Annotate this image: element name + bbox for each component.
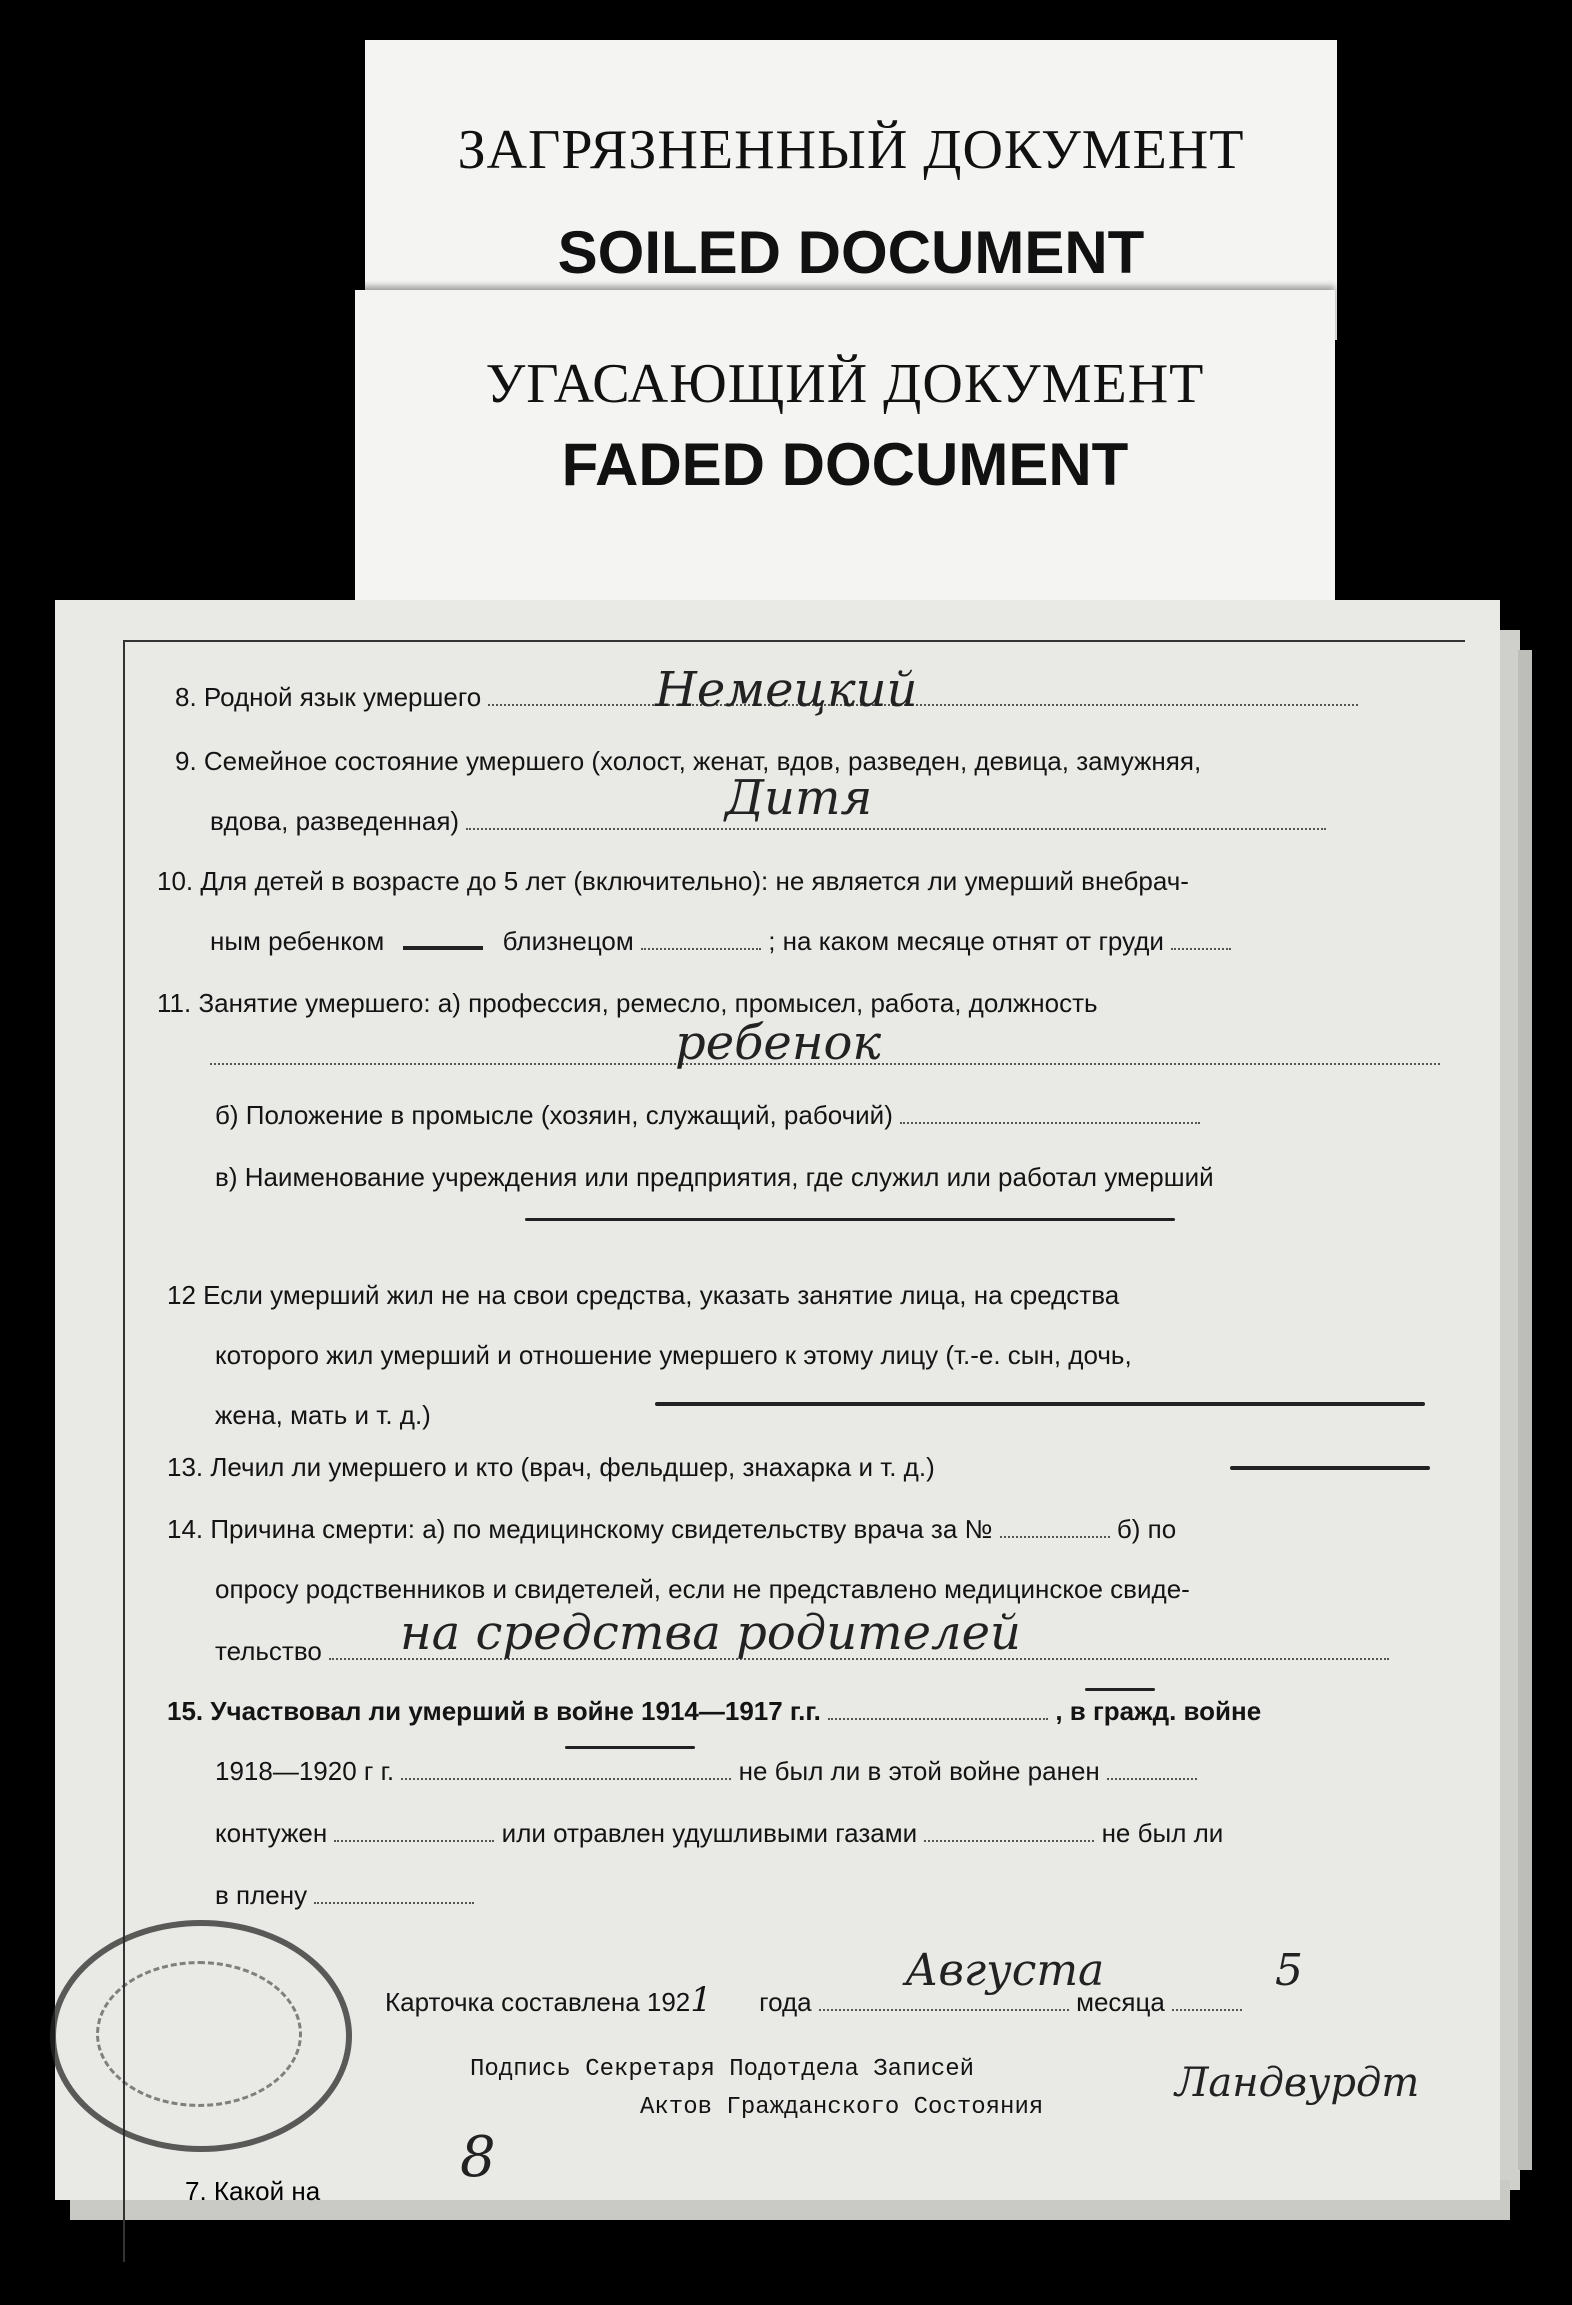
q15-ww1-field (828, 1717, 1048, 1720)
q14-row (167, 1514, 1176, 1545)
q10-weaned-field (1171, 947, 1231, 950)
q15-ww1-dash (1085, 1688, 1155, 1691)
q15-label2b: не был ли в этой войне ранен (738, 1756, 1100, 1786)
q15-label2a: 1918—1920 г г. (215, 1756, 395, 1786)
signature-line1: Подпись Секретаря Подотдела Записей (470, 2056, 975, 2083)
q9-answer: Дитя (725, 770, 873, 826)
q15-captive-field (314, 1901, 474, 1904)
q12-row3 (215, 1400, 431, 1431)
q15-label-b: , в гражд. войне (1055, 1696, 1262, 1726)
q15-wounded-field (1107, 1777, 1197, 1780)
q11b-row (215, 1100, 1200, 1131)
q13-label: 13. Лечил ли умершего и кто (врач, фельдшер, знахарка и т. д.) (167, 1452, 935, 1482)
q12-label3: жена, мать и т. д.) (215, 1400, 431, 1430)
q8-answer: Немецкий (655, 662, 918, 718)
q14-label-b: б) по (1116, 1514, 1177, 1544)
faded-label-en: FADED DOCUMENT (561, 431, 1129, 498)
composed-row (385, 1980, 1242, 2020)
composed-label-c: месяца (1076, 1987, 1165, 2017)
q10-label2a: ным ребенком (210, 926, 385, 956)
q15-civil-war-dash (565, 1746, 695, 1749)
q15-label: 15. Участвовал ли умерший в войне 1914—1917 г.г. (167, 1696, 821, 1726)
q15-row3 (215, 1818, 1223, 1849)
q10-row (157, 866, 1189, 897)
q15-row4 (215, 1880, 474, 1911)
q7-label: 7. Какой на (185, 2176, 321, 2206)
q10-row2 (210, 926, 1231, 957)
soiled-label-en: SOILED DOCUMENT (557, 219, 1145, 286)
faded-document-label (355, 290, 1335, 620)
q8-label: 8. Родной язык умершего (175, 682, 482, 712)
q14-number-field (1000, 1535, 1110, 1538)
q15-label4: в плену (215, 1880, 308, 1910)
q15-contused-field (334, 1839, 494, 1842)
composed-month-field (819, 2008, 1069, 2011)
q14-label3: тельство (215, 1636, 322, 1666)
secretary-signature: Ландвурдт (1175, 2060, 1420, 2106)
q10-label2b: близнецом (502, 926, 634, 956)
composed-label-b: года (759, 1987, 812, 2017)
q15-gassed-field (924, 1839, 1094, 1842)
composed-year-digit: 1 (690, 1980, 712, 2020)
signature-line2: Актов Гражданского Состояния (640, 2094, 1044, 2121)
q11-answer: ребенок (675, 1015, 882, 1071)
q12-label2: которого жил умерший и отношение умершего к этому лицу (т.-е. сын, дочь, (215, 1340, 1132, 1370)
q14-label: 14. Причина смерти: а) по медицинскому свидетельству врача за № (167, 1514, 993, 1544)
q12-row (167, 1280, 1119, 1311)
paper-edge (1518, 650, 1532, 2170)
q10-label: 10. Для детей в возрасте до 5 лет (включительно): не является ли умерший внебрач- (157, 866, 1189, 896)
q7-answer: 8 (460, 2125, 496, 2190)
q11b-label: б) Положение в промысле (хозяин, служащий, рабочий) (215, 1100, 893, 1130)
q15-civil-war-field (401, 1777, 731, 1780)
q11b-field (900, 1121, 1200, 1124)
q15-label3a: контужен (215, 1818, 328, 1848)
q13-stroke (1230, 1466, 1430, 1470)
q12-label: 12 Если умерший жил не на свои средства, указать занятие лица, на средства (167, 1280, 1120, 1310)
faded-label-ru: УГАСАЮЩИЙ ДОКУМЕНТ (485, 353, 1205, 415)
q11-label: 11. Занятие умершего: а) профессия, ремесло, промысел, работа, должность (157, 988, 1098, 1018)
q9-field (466, 827, 1326, 830)
composed-day-field (1172, 2008, 1242, 2011)
q11v-row (215, 1162, 1214, 1193)
composed-month: Августа (905, 1945, 1105, 1996)
q11-row (157, 988, 1098, 1019)
q9-label: 9. Семейное состояние умершего (холост, женат, вдов, разведен, девица, замужняя, (175, 746, 1202, 776)
q10-twin-field (641, 947, 761, 950)
q12-row2 (215, 1340, 1132, 1371)
q14-answer: на средства родителей (400, 1605, 1021, 1661)
q11v-label: в) Наименование учреждения или предприятия, где служил или работал умерший (215, 1162, 1214, 1192)
q11v-stroke (525, 1218, 1175, 1221)
q15-label3b: или отравлен удушливыми газами (501, 1818, 918, 1848)
q9-label2: вдова, разведенная) (210, 806, 460, 836)
q14-row2 (215, 1574, 1190, 1605)
q13-row (167, 1452, 935, 1483)
q8-field (488, 703, 1358, 706)
q15-row2 (215, 1756, 1197, 1787)
q14-label2: опросу родственников и свидетелей, если не представлено медицинское свиде- (215, 1574, 1190, 1604)
official-stamp (50, 1920, 352, 2152)
soiled-label-ru: ЗАГРЯЗНЕННЫЙ ДОКУМЕНТ (457, 119, 1245, 181)
q9-row (175, 746, 1201, 777)
q12-stroke (655, 1402, 1425, 1406)
q15-row (167, 1696, 1261, 1727)
q10-label2c: ; на каком месяце отнят от груди (768, 926, 1164, 956)
q10-dash (403, 946, 483, 950)
composed-label-a: Карточка составлена 192 (385, 1987, 691, 2017)
composed-day: 5 (1275, 1945, 1303, 1996)
q15-label3c: не был ли (1101, 1818, 1224, 1848)
